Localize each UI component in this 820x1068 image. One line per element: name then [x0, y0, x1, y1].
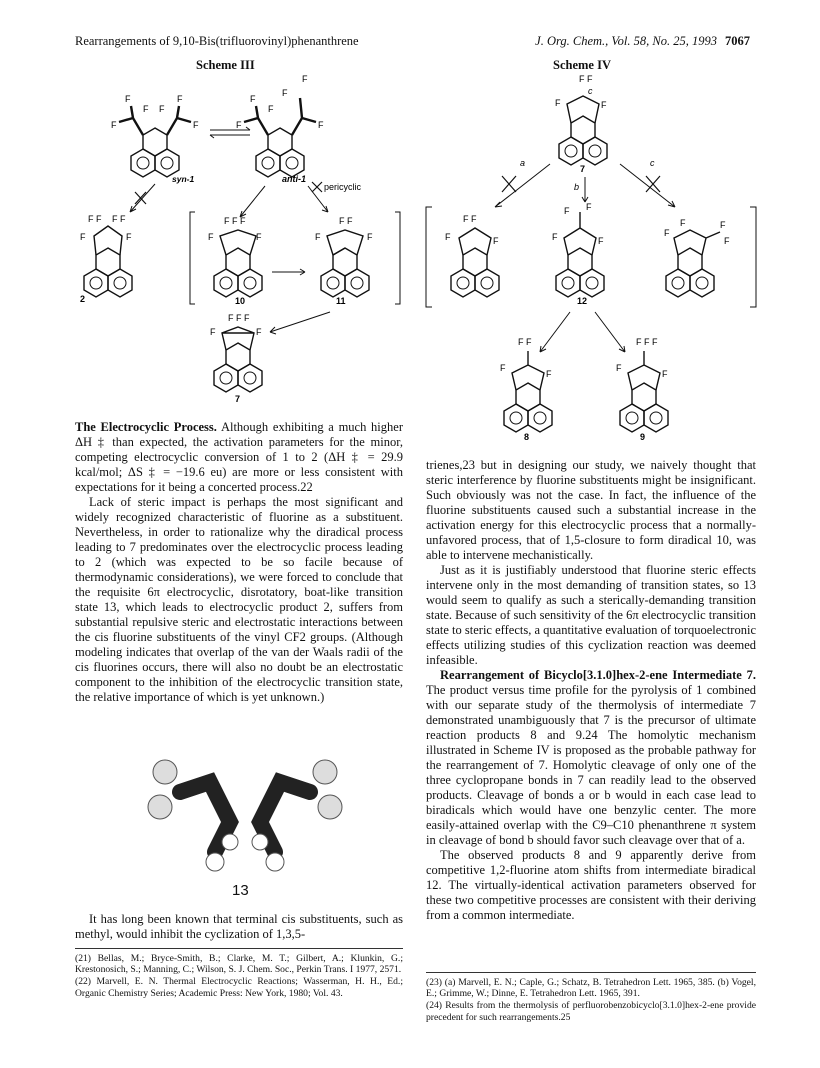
arrow-cleave-a: [495, 164, 550, 207]
footnotes-left: [75, 953, 403, 1000]
svg-text:F: F: [250, 94, 256, 104]
compound-8-structure: [500, 337, 552, 432]
arrow-syn-to-2: [130, 184, 155, 212]
biradical-12: [552, 202, 604, 297]
svg-text:F: F: [546, 369, 552, 379]
compound-10-structure: [208, 216, 262, 297]
svg-text:F: F: [500, 363, 506, 373]
arrow-anti-to-10: [240, 186, 265, 217]
paragraph-electrocyclic: [75, 420, 403, 495]
svg-text:F: F: [282, 88, 288, 98]
svg-text:F: F: [208, 232, 214, 242]
scheme-iv-title: Scheme IV: [553, 58, 611, 72]
label-compound-7: 7: [235, 394, 241, 404]
svg-text:F: F: [256, 327, 262, 337]
bond-label-a: a: [520, 158, 526, 168]
paragraph-text: Although exhibiting a much higher ΔH ‡ than expected, the activation parameters for the minor, competing electrocyclic conversion of 1 to 2 (ΔH ‡ = 29.9 kcal/mol; ΔS ‡ = −19.6 eu) are more or less consistent with expectations for it being a concerted process.22: [75, 420, 403, 494]
scheme-iii-drawing: [60, 72, 405, 412]
figure-13-caption: 13: [232, 882, 249, 899]
svg-text:F: F: [601, 100, 607, 110]
svg-text:F: F: [552, 232, 558, 242]
arrow-11-to-7: [270, 312, 330, 334]
svg-text:F: F: [126, 232, 132, 242]
footnote-rule-right: [426, 972, 756, 973]
svg-text:F: F: [493, 236, 499, 246]
label-compound-11: 11: [336, 296, 346, 306]
label-compound-2: 2: [80, 294, 86, 304]
svg-text:F: F: [193, 120, 199, 130]
label-compound-9: 9: [640, 432, 646, 442]
arrow-12-to-9: [595, 312, 625, 352]
compound-2-structure: [80, 214, 132, 297]
arrow-12-to-8: [540, 312, 570, 352]
svg-text:F: F: [586, 202, 592, 212]
svg-text:F: F: [111, 120, 117, 130]
paragraph-steric: Lack of steric impact is perhaps the most significant and widely recognized characteristic of fluorine as a substituent. Nevertheless, in order to rationalize why the diradical process leading to 7 predominates over the electrocyclic process leading to 2 (which was expected to be so facile because of thermodynamic considerations), we were forced to conclude that the requisite 6π electrocyclic, disrotatory, boat-like transition state 13, which leads to electrocyclic product 2, suffers from substantial repulsive steric and electrostatic interactions between the cis fluorine substituents of the vinyl CF2 groups. (Although modeling indicates that overlap of the van der Waals radii of the cis fluorines occurs, there will also no doubt be an electrostatic component to the inhibition of the electrocyclic transition state, the relative importance of which is yet unknown.): [75, 495, 403, 704]
compound-7-scheme-iv: [555, 74, 607, 165]
equilibrium-arrow: [210, 127, 250, 138]
page-number: 7067: [725, 34, 750, 48]
left-column-bottom: [75, 912, 403, 942]
arrow-10-to-11: [272, 269, 305, 275]
label-iv-12: 12: [577, 296, 588, 306]
biradical-c: [664, 218, 730, 297]
svg-text:F: F: [80, 232, 86, 242]
arrow-cleave-b: [582, 177, 588, 202]
running-header-journal: [535, 34, 750, 49]
svg-text:F: F: [236, 120, 242, 130]
svg-text:F: F: [125, 94, 131, 104]
svg-text:F F: F F: [518, 337, 532, 347]
scheme-iv-drawing: [420, 72, 770, 450]
figure-13-model: [140, 752, 350, 882]
label-anti-1: anti-1: [282, 174, 307, 184]
compound-7-structure: [210, 313, 262, 392]
scheme-iii-title: Scheme III: [196, 58, 255, 72]
footnote-23: (23) (a) Marvell, E. N.; Caple, G.; Schatz, B. Tetrahedron Lett. 1965, 385. (b) Vogel, E.; Grimme, W.; Dinne, E. Tetrahedron Lett. 1965, 391.: [426, 977, 756, 1000]
blocked-x-a: [502, 176, 516, 192]
svg-text:F F: F F: [88, 214, 102, 224]
svg-text:F: F: [302, 74, 308, 84]
footnote-rule-left: [75, 948, 403, 949]
label-pericyclic: pericyclic: [324, 182, 362, 192]
running-header-title: Rearrangements of 9,10-Bis(trifluorovinyl)phenanthrene: [75, 34, 359, 48]
anti-1-structure: [236, 74, 324, 177]
compound-11-structure: [315, 216, 373, 297]
svg-text:F F F: F F F: [224, 216, 246, 226]
svg-text:F: F: [256, 232, 262, 242]
label-compound-10: 10: [235, 296, 246, 306]
bond-label-b: b: [574, 182, 580, 192]
svg-text:F F F: F F F: [228, 313, 250, 323]
svg-text:F: F: [555, 98, 561, 108]
svg-text:F: F: [143, 104, 149, 114]
journal-citation: J. Org. Chem., Vol. 58, No. 25, 1993: [535, 34, 717, 48]
svg-text:F F F: F F F: [636, 337, 658, 347]
bond-label-c: c: [650, 158, 655, 168]
svg-text:F: F: [598, 236, 604, 246]
svg-text:F: F: [616, 363, 622, 373]
left-column: [75, 420, 403, 705]
footnote-21: (21) Bellas, M.; Bryce-Smith, B.; Clarke, M. T.; Gilbert, A.; Klunkin, G.; Krestonosich, S.; Manning, C.; Wilson, S. J. Chem. Soc., Perkin Trans. I 1977, 2571.: [75, 953, 403, 976]
section-heading-rearrangement: Rearrangement of Bicyclo[3.1.0]hex-2-ene Intermediate 7.: [440, 668, 756, 682]
right-column: [426, 458, 756, 923]
svg-text:F: F: [367, 232, 373, 242]
svg-text:F: F: [210, 327, 216, 337]
label-syn-1: syn-1: [172, 174, 195, 184]
svg-text:F F: F F: [579, 74, 593, 84]
svg-text:F: F: [318, 120, 324, 130]
blocked-x-1: [135, 192, 146, 204]
syn-1-structure: [111, 94, 199, 177]
svg-text:F: F: [268, 104, 274, 114]
paragraph-text: The product versus time profile for the pyrolysis of 1 combined with our separate study of the thermolysis of intermediate 7 demonstrated unambiguously that 7 is the precursor of ultimate reaction products 8 and 9.24 The homolytic mechanism illustrated in Scheme IV is proposed as the probable pathway for the rearrangement of 7. Homolytic cleavage of only one of the three cyclopropane bonds in 7 can readily lead to the observed products. Cleavage of bonds a or b would in each case lead to biradicals which would have one benzylic center. The more easily-attained overlap with the C9–C10 phenanthrene π system in cleavage of bond b should favor such cleavage over that of a.: [426, 683, 756, 847]
svg-text:F: F: [724, 236, 730, 246]
bond-label-c-top: c: [588, 86, 593, 96]
svg-text:F: F: [720, 220, 726, 230]
svg-text:F F: F F: [112, 214, 126, 224]
label-iv-7: 7: [580, 164, 586, 174]
arrow-cleave-c: [620, 164, 675, 207]
svg-text:F: F: [662, 369, 668, 379]
svg-text:F: F: [445, 232, 451, 242]
paragraph-steric-effects: Just as it is justifiably understood that fluorine steric effects intervene only in the most demanding of transition states, so 13 would seem to qualify as such a sterically-demanding transition state. Because of such sensitivity of the 6π electrocyclic transition state to steric effects, a quantitative evaluation of torquoelectronic effects utilizing studies of this cyclization reaction was deemed infeasible.: [426, 563, 756, 667]
svg-text:F: F: [664, 228, 670, 238]
paragraph-trienes: trienes,23 but in designing our study, we naively thought that steric interference by fluorine substituents might be insignificant. Such obviously was not the case. In fact, the influence of the fluorine substituents caused such a substantial increase in the activation energy for this electrocyclic process that a normally-unfavored process, that of 1,5-closure to form diradical 10, was able to intervene mechanistically.: [426, 458, 756, 562]
footnote-24: (24) Results from the thermolysis of perfluorobenzobicyclo[3.1.0]hex-2-ene provide precedent for such rearrangements.25: [426, 1000, 756, 1023]
section-heading-electrocyclic: The Electrocyclic Process.: [75, 420, 217, 434]
biradical-a: [445, 214, 499, 297]
svg-text:F: F: [564, 206, 570, 216]
paragraph-cis-substituents: It has long been known that terminal cis substituents, such as methyl, would inhibit the cyclization of 1,3,5-: [75, 912, 403, 941]
footnotes-right: [426, 977, 756, 1024]
svg-text:F F: F F: [339, 216, 353, 226]
label-compound-8: 8: [524, 432, 530, 442]
paragraph-observed-products: The observed products 8 and 9 apparently derive from competitive 1,2-fluorine atom shifts from intermediate biradical 12. The virtually-identical activation parameters observed for these two competitive processes are consistent with their deriving from a common intermediate.: [426, 848, 756, 922]
svg-text:F: F: [159, 104, 165, 114]
paragraph-rearrangement: [426, 668, 756, 848]
svg-text:F: F: [680, 218, 686, 228]
svg-text:F F: F F: [463, 214, 477, 224]
svg-text:F: F: [315, 232, 321, 242]
footnote-22: (22) Marvell, E. N. Thermal Electrocyclic Reactions; Wasserman, H. H., Ed.; Organic Chemistry Series; Academic Press: New York, 1980; Vol. 43.: [75, 976, 403, 999]
blocked-x-2: [312, 182, 322, 192]
svg-text:F: F: [177, 94, 183, 104]
